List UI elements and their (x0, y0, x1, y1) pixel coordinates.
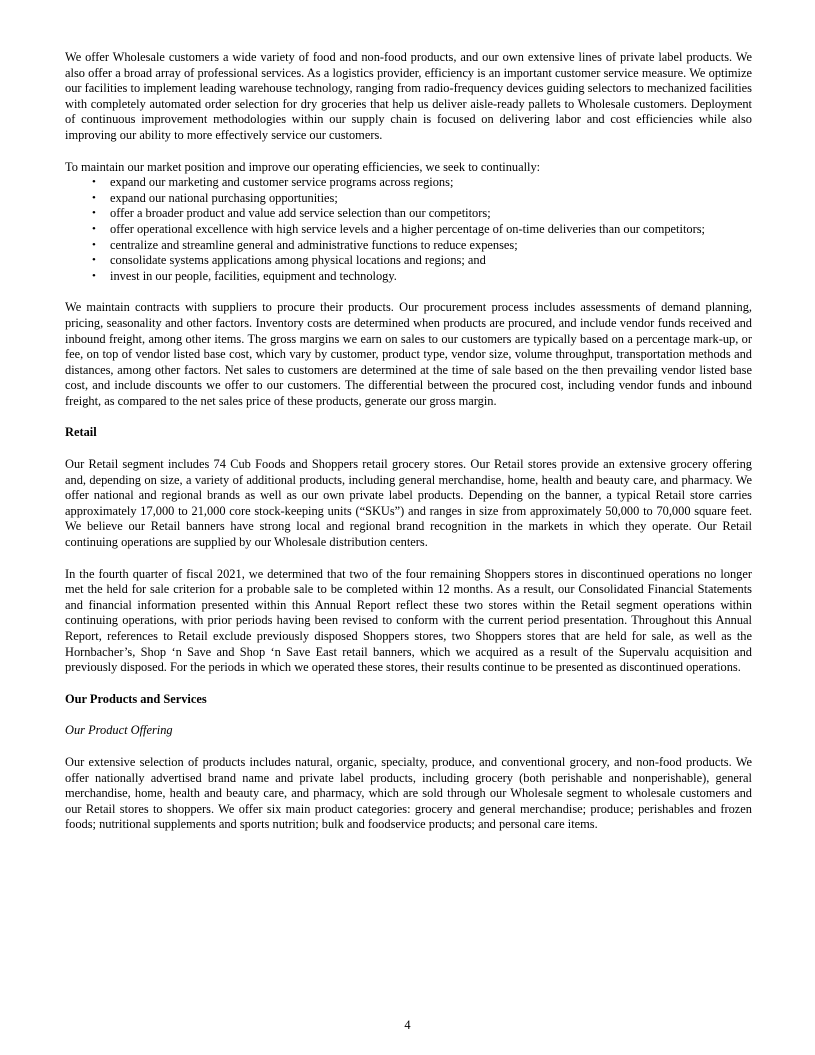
list-item: • invest in our people, facilities, equipment and technology. (65, 269, 752, 285)
subsection-heading-product-offering: Our Product Offering (65, 723, 173, 738)
page-content (65, 50, 752, 849)
list-item: • expand our national purchasing opportunities; (65, 191, 752, 207)
paragraph-fourth-quarter-2021: In the fourth quarter of fiscal 2021, we determined that two of the four remaining Shoppers stores in discontinued operations no longer met the held for sale criterion for a probable sale to be completed within 12 months. As a result, our Consolidated Financial Statements and financial information presented within this Annual Report reflect these two stores within the Retail segment operations within continuing operations, with prior periods having been revised to conform with the current period presentation. Throughout this Annual Report, references to Retail exclude previously disposed Shoppers stores, two Shoppers stores that are held for sale, as well as the Hornbacher’s, Shop ‘n Save and Shop ‘n Save East retail banners, which we acquired as a result of the Supervalu acquisition and previously disposed. For the periods in which we operated these stores, their results continue to be presented as discontinued operations. (65, 566, 752, 675)
list-item: • consolidate systems applications among physical locations and regions; and (65, 253, 752, 269)
section-heading-retail: Retail (65, 425, 97, 440)
list-item: • expand our marketing and customer service programs across regions; (65, 175, 752, 191)
paragraph-product-selection: Our extensive selection of products includes natural, organic, specialty, produce, and conventional grocery, and non-food products. We offer nationally advertised brand name and private label products, including grocery (both perishable and nonperishable), general merchandise, home, health and beauty care, and pharmacy, which are sold through our Wholesale segment to wholesale customers and our Retail stores to shoppers. We offer six main product categories: grocery and general merchandise; produce; perishables and frozen foods; nutritional supplements and sports nutrition; bulk and foodservice products; and personal care items. (65, 754, 752, 832)
list-item: • offer a broader product and value add service selection than our competitors; (65, 206, 752, 222)
paragraph-retail-segment: Our Retail segment includes 74 Cub Foods and Shoppers retail grocery stores. Our Retail stores provide an extensive grocery offering and, depending on size, a variety of additional products, including general merchandise, home, health and beauty care, and pharmacy. We offer national and regional brands as well as our own private label products. Depending on the banner, a typical Retail store carries approximately 17,000 to 21,000 core stock-keeping units (“SKUs”) and ranges in size from approximately 50,000 to 70,000 square feet. We believe our Retail banners have strong local and regional brand recognition in the markets in which they operate. Our Retail continuing operations are supplied by our Wholesale distribution centers. (65, 457, 752, 550)
page-number: 4 (404, 1018, 411, 1032)
paragraph-wholesale-offer: We offer Wholesale customers a wide variety of food and non-food products, and our own extensive lines of private label products. We also offer a broad array of professional services. As a logistics provider, efficiency is an important customer service measure. We optimize our facilities to implement leading warehouse technology, ranging from radio-frequency devices guiding selectors to mechanized facilities with completely automated order selection for dry groceries that help us deliver aisle-ready pallets to Wholesale customers. Deployment of continuous improvement methodologies within our supply chain is focused on delivering labor and cost efficiencies while also improving our ability to more effectively service our customers. (65, 50, 752, 142)
list-item: • offer operational excellence with high service levels and a higher percentage of on-time deliveries than our competitors; (65, 222, 752, 238)
paragraph-market-position-intro: To maintain our market position and improve our operating efficiencies, we seek to continually: (65, 159, 541, 174)
paragraph-supplier-contracts: We maintain contracts with suppliers to procure their products. Our procurement process includes assessments of demand planning, pricing, seasonality and other factors. Inventory costs are determined when products are procured, and include vendor funds received and inbound freight, among other items. The gross margins we earn on sales to our customers are typically based on a percentage mark-up, or fee, on top of vendor listed base cost, which vary by customer, product type, vendor size, volume throughput, transportation methods and distances, among other factors. Net sales to customers are determined at the time of sale based on the then prevailing vendor listed base cost, and include discounts we offer to our customers. The differential between the procured cost, including vendor funds and inbound freight, as compared to the net sales price of these products, generate our gross margin. (65, 300, 752, 408)
operating-efficiencies-list (65, 175, 752, 284)
section-heading-products-and-services: Our Products and Services (65, 691, 207, 706)
list-item: • centralize and streamline general and administrative functions to reduce expenses; (65, 238, 752, 254)
